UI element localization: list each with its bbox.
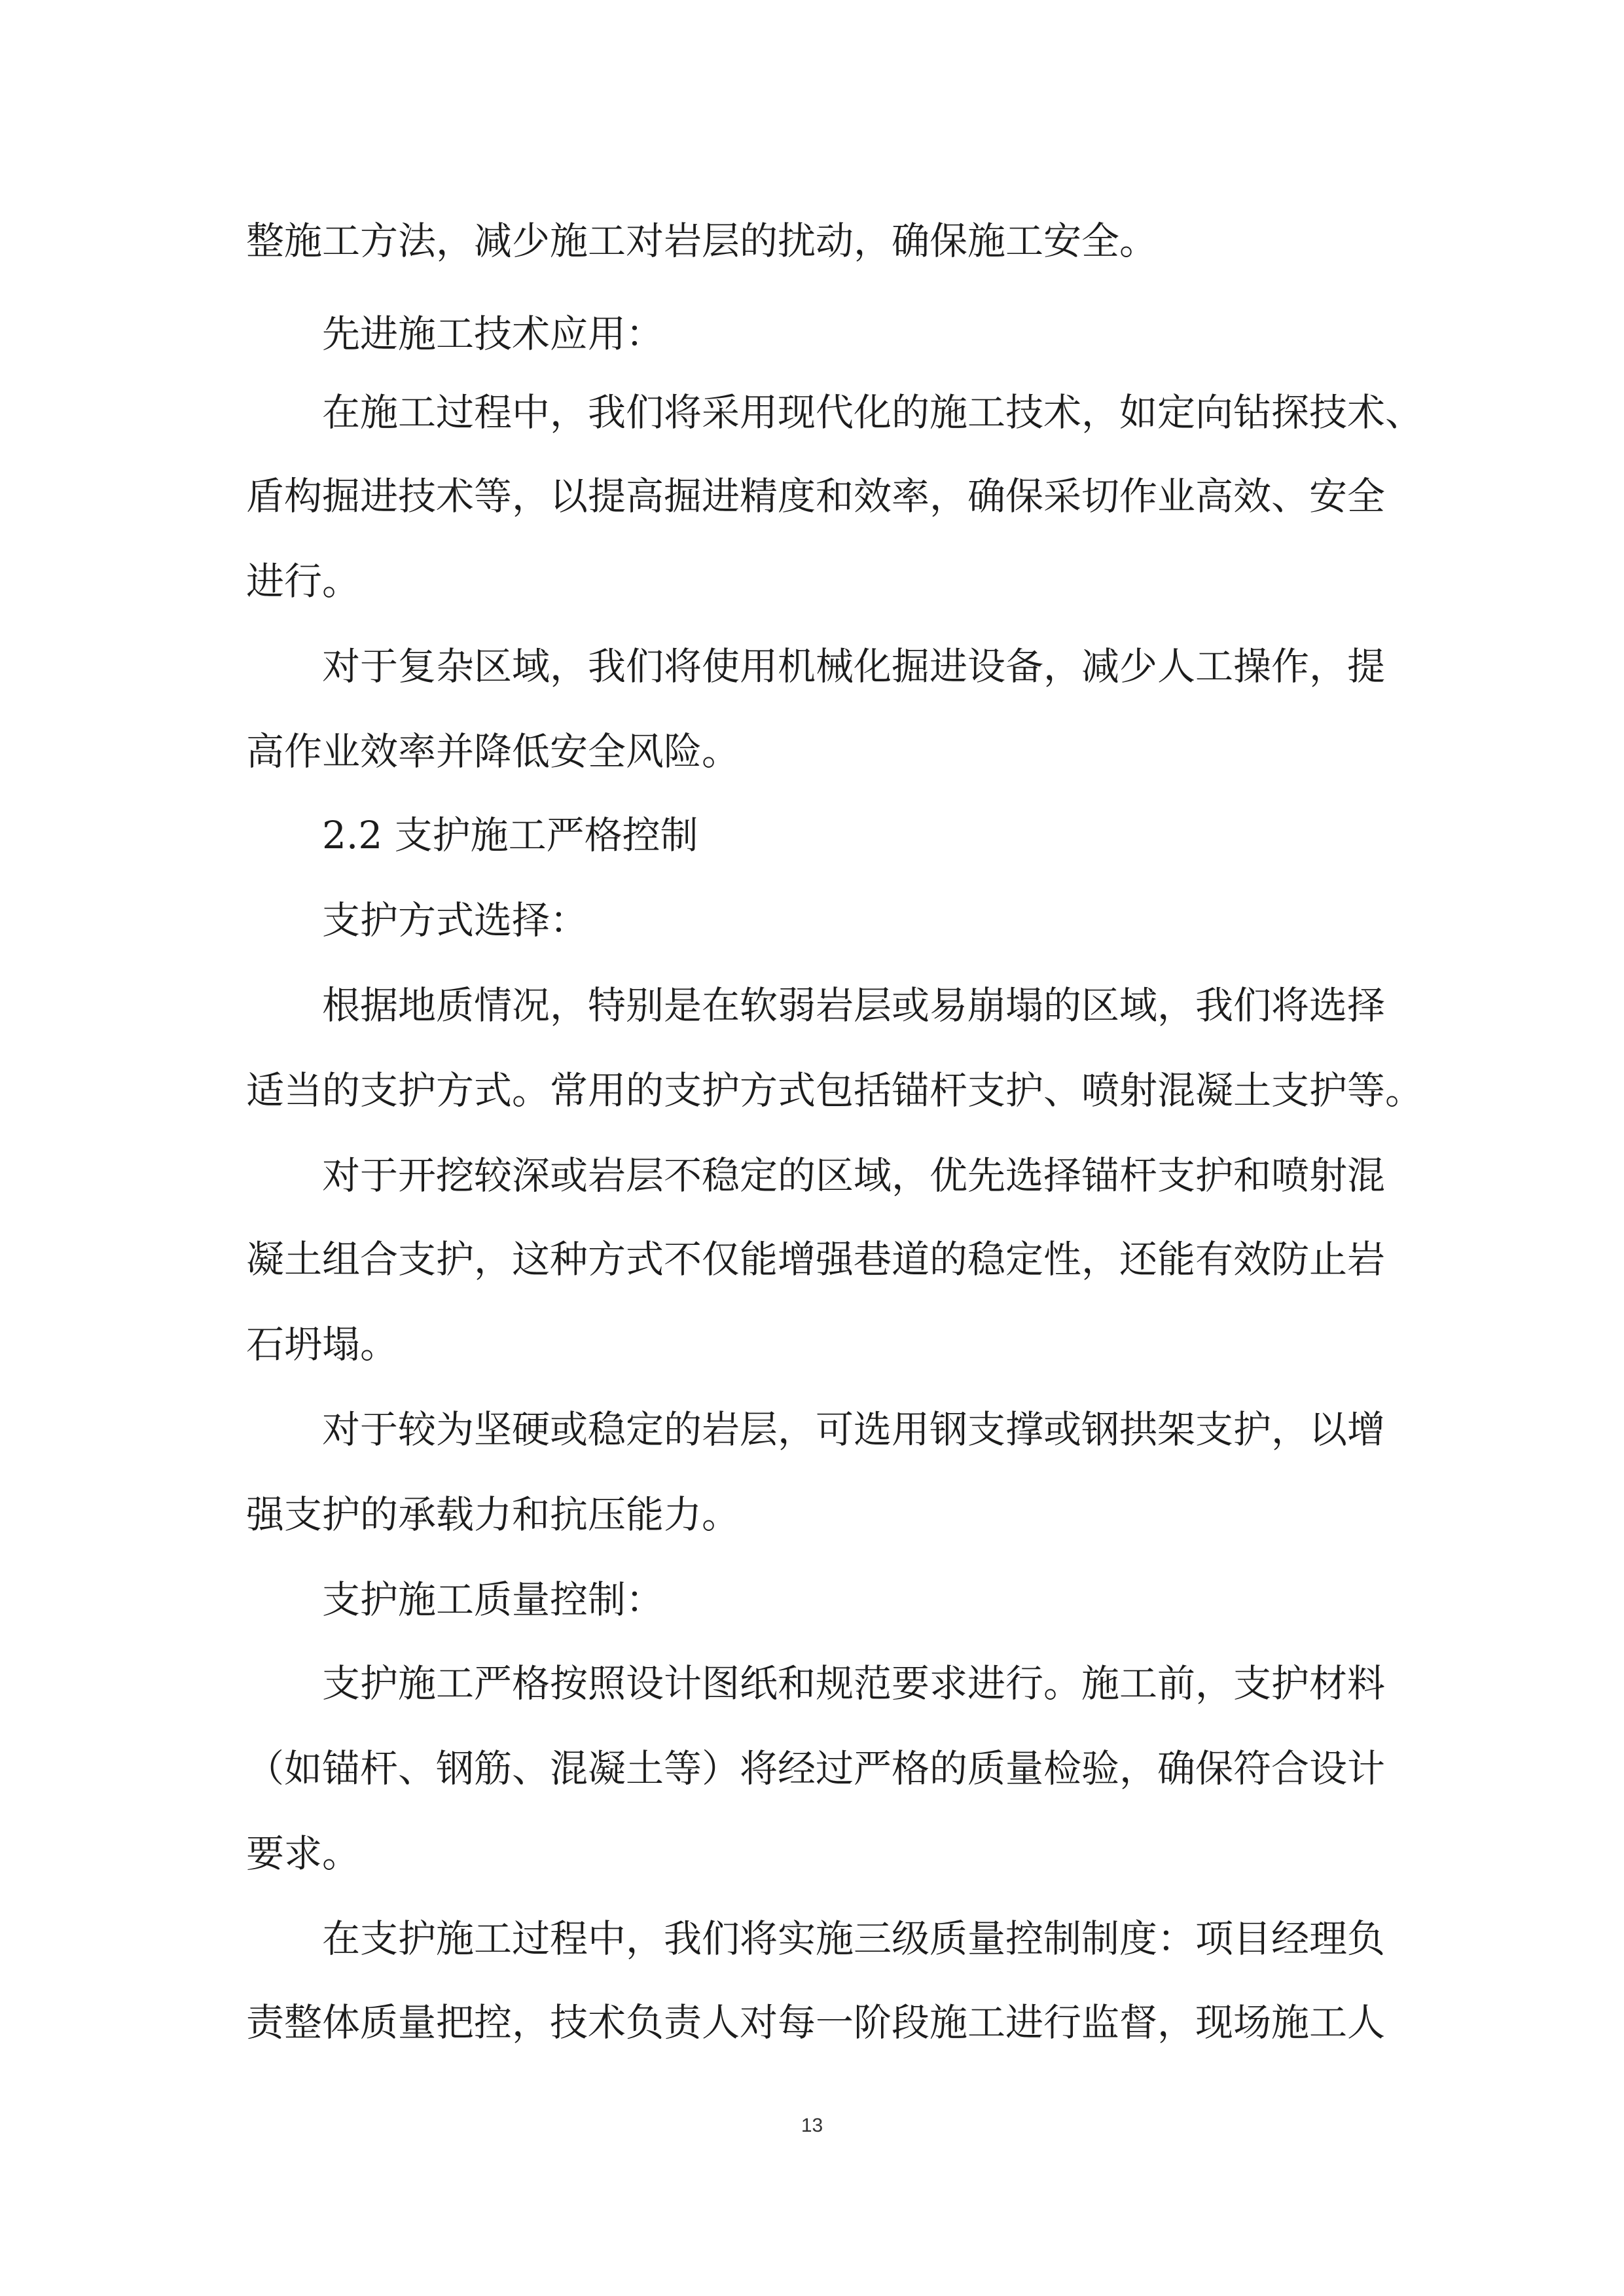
- text-line: 盾构掘进技术等，以提高掘进精度和效率，确保采切作业高效、安全: [246, 474, 1386, 518]
- text-line: 整施工方法，减少施工对岩层的扰动，确保施工安全。: [246, 219, 1158, 263]
- text-line: 对于复杂区域，我们将使用机械化掘进设备，减少人工操作，提: [322, 644, 1386, 689]
- text-line: 对于开挖较深或岩层不稳定的区域，优先选择锚杆支护和喷射混: [322, 1153, 1386, 1198]
- text-line: 凝土组合支护，这种方式不仅能增强巷道的稳定性，还能有效防止岩: [246, 1237, 1386, 1282]
- page-number: 13: [801, 2115, 823, 2136]
- text-line: 责整体质量把控，技术负责人对每一阶段施工进行监督，现场施工人: [246, 2000, 1386, 2045]
- text-line: 支护施工严格按照设计图纸和规范要求进行。施工前，支护材料: [322, 1661, 1386, 1706]
- text-line: 要求。: [246, 1831, 361, 1876]
- section-heading: 2.2 支护施工严格控制: [322, 813, 698, 857]
- text-line: 支护施工质量控制：: [322, 1577, 664, 1622]
- text-line: 强支护的承载力和抗压能力。: [246, 1492, 740, 1537]
- text-line: 适当的支护方式。常用的支护方式包括锚杆支护、喷射混凝土支护等。: [246, 1068, 1424, 1113]
- text-line: （如锚杆、钢筋、混凝土等）将经过严格的质量检验，确保符合设计: [246, 1746, 1386, 1791]
- text-line: 高作业效率并降低安全风险。: [246, 729, 740, 774]
- text-line: 对于较为坚硬或稳定的岩层，可选用钢支撑或钢拱架支护，以增: [322, 1407, 1386, 1452]
- text-line: 根据地质情况，特别是在软弱岩层或易崩塌的区域，我们将选择: [322, 983, 1386, 1028]
- text-line: 进行。: [246, 559, 361, 603]
- text-line: 支护方式选择：: [322, 898, 588, 942]
- text-line: 在支护施工过程中，我们将实施三级质量控制制度：项目经理负: [322, 1916, 1386, 1961]
- text-line: 在施工过程中，我们将采用现代化的施工技术，如定向钻探技术、: [322, 390, 1424, 435]
- text-line: 先进施工技术应用：: [322, 312, 664, 356]
- text-line: 石坍塌。: [246, 1322, 399, 1367]
